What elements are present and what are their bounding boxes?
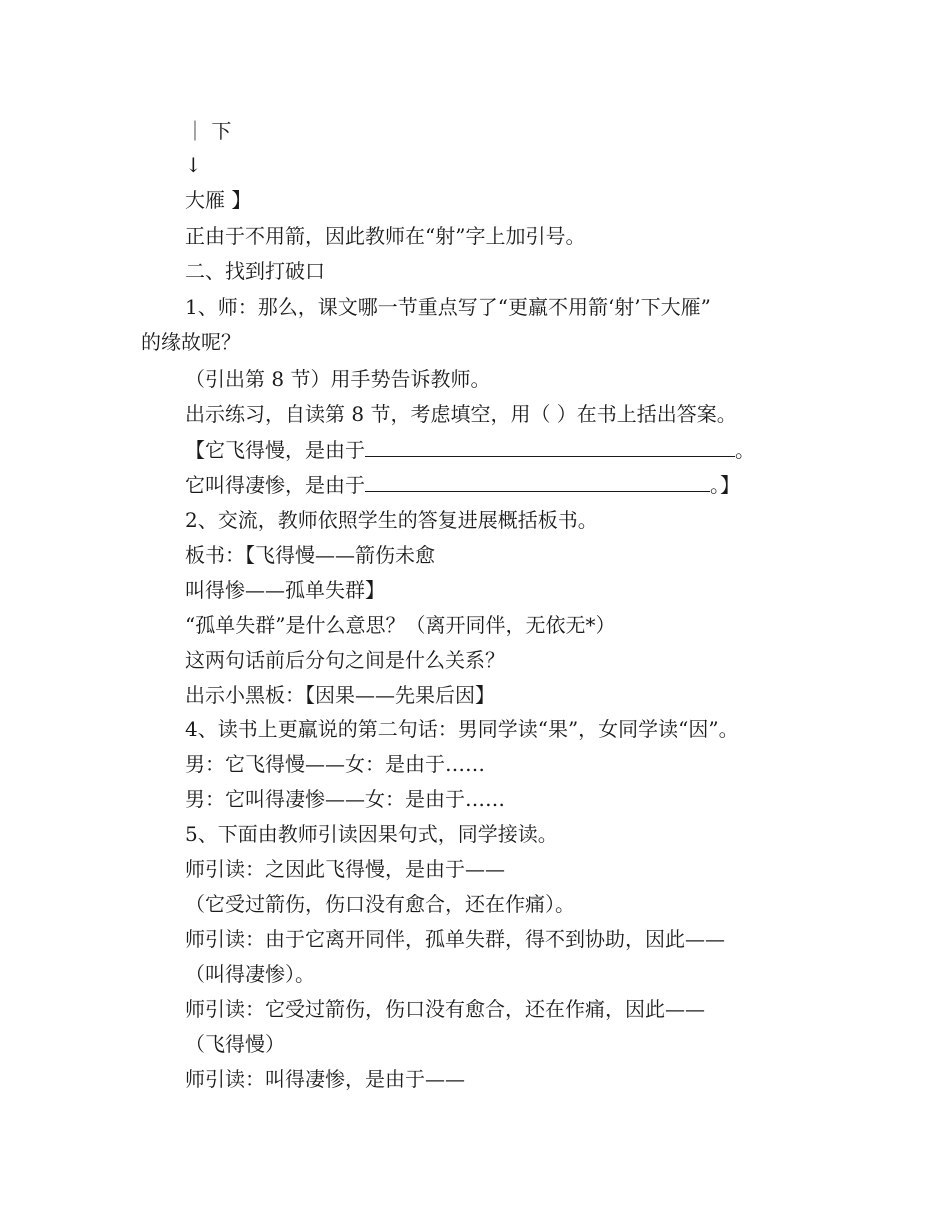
answer-blank bbox=[365, 438, 735, 457]
text-line: “孤单失群”是什么意思？（离开同伴，无依无*） bbox=[185, 613, 616, 637]
text-line: 板书：【飞得慢——箭伤未愈 bbox=[185, 543, 435, 567]
text-line: 师引读：之因此飞得慢，是由于—— bbox=[185, 857, 505, 881]
text-line: 师引读：叫得凄惨，是由于—— bbox=[185, 1067, 465, 1091]
text-line: 4、读书上更羸说的第二句话：男同学读“果”，女同学读“因”。 bbox=[185, 717, 739, 741]
fill-blank-prompt: 它叫得凄惨，是由于 bbox=[185, 473, 365, 497]
fill-blank-prompt: 【它飞得慢，是由于 bbox=[185, 438, 365, 462]
text-line: ｜ 下 bbox=[185, 119, 232, 143]
text-line: （引出第 8 节）用手势告诉教师。 bbox=[185, 367, 491, 391]
text-line: 大雁 】 bbox=[185, 188, 252, 212]
section-heading: 二、找到打破口 bbox=[185, 259, 325, 283]
text-line: 正由于不用箭，因此教师在“射”字上加引号。 bbox=[185, 224, 586, 248]
fill-blank-end: 。 bbox=[735, 438, 755, 462]
text-line: 男：它叫得凄惨——女：是由于…… bbox=[185, 787, 505, 811]
text-line: 2、交流，教师依照学生的答复进展概括板书。 bbox=[185, 508, 598, 532]
text-line: 出示小黑板：【因果——先果后因】 bbox=[185, 683, 495, 707]
arrow-down-icon: ↓ bbox=[185, 153, 202, 177]
text-line: （它受过箭伤，伤口没有愈合，还在作痛）。 bbox=[185, 892, 575, 916]
text-line: 的缘故呢？ bbox=[141, 330, 241, 354]
text-line: 1、师：那么，课文哪一节重点写了“更羸不用箭‘射’下大雁” bbox=[185, 295, 711, 319]
text-line: （叫得凄惨）。 bbox=[185, 962, 315, 986]
text-line: 出示练习，自读第 8 节，考虑填空，用（ ）在书上括出答案。 bbox=[185, 402, 737, 426]
fill-blank-end: 。】 bbox=[710, 473, 740, 497]
fill-blank-line bbox=[185, 472, 740, 498]
text-line: 师引读：它受过箭伤，伤口没有愈合，还在作痛，因此—— bbox=[185, 997, 705, 1021]
text-line: 5、下面由教师引读因果句式，同学接读。 bbox=[185, 822, 558, 846]
text-line: 叫得惨——孤单失群】 bbox=[185, 578, 385, 602]
text-line: 这两句话前后分句之间是什么关系？ bbox=[185, 648, 505, 672]
answer-blank bbox=[365, 473, 710, 492]
text-line: 师引读：由于它离开同伴，孤单失群，得不到协助，因此—— bbox=[185, 927, 725, 951]
fill-blank-line bbox=[185, 437, 755, 463]
text-line: 男：它飞得慢——女：是由于…… bbox=[185, 752, 485, 776]
text-line: （飞得慢） bbox=[185, 1032, 285, 1056]
